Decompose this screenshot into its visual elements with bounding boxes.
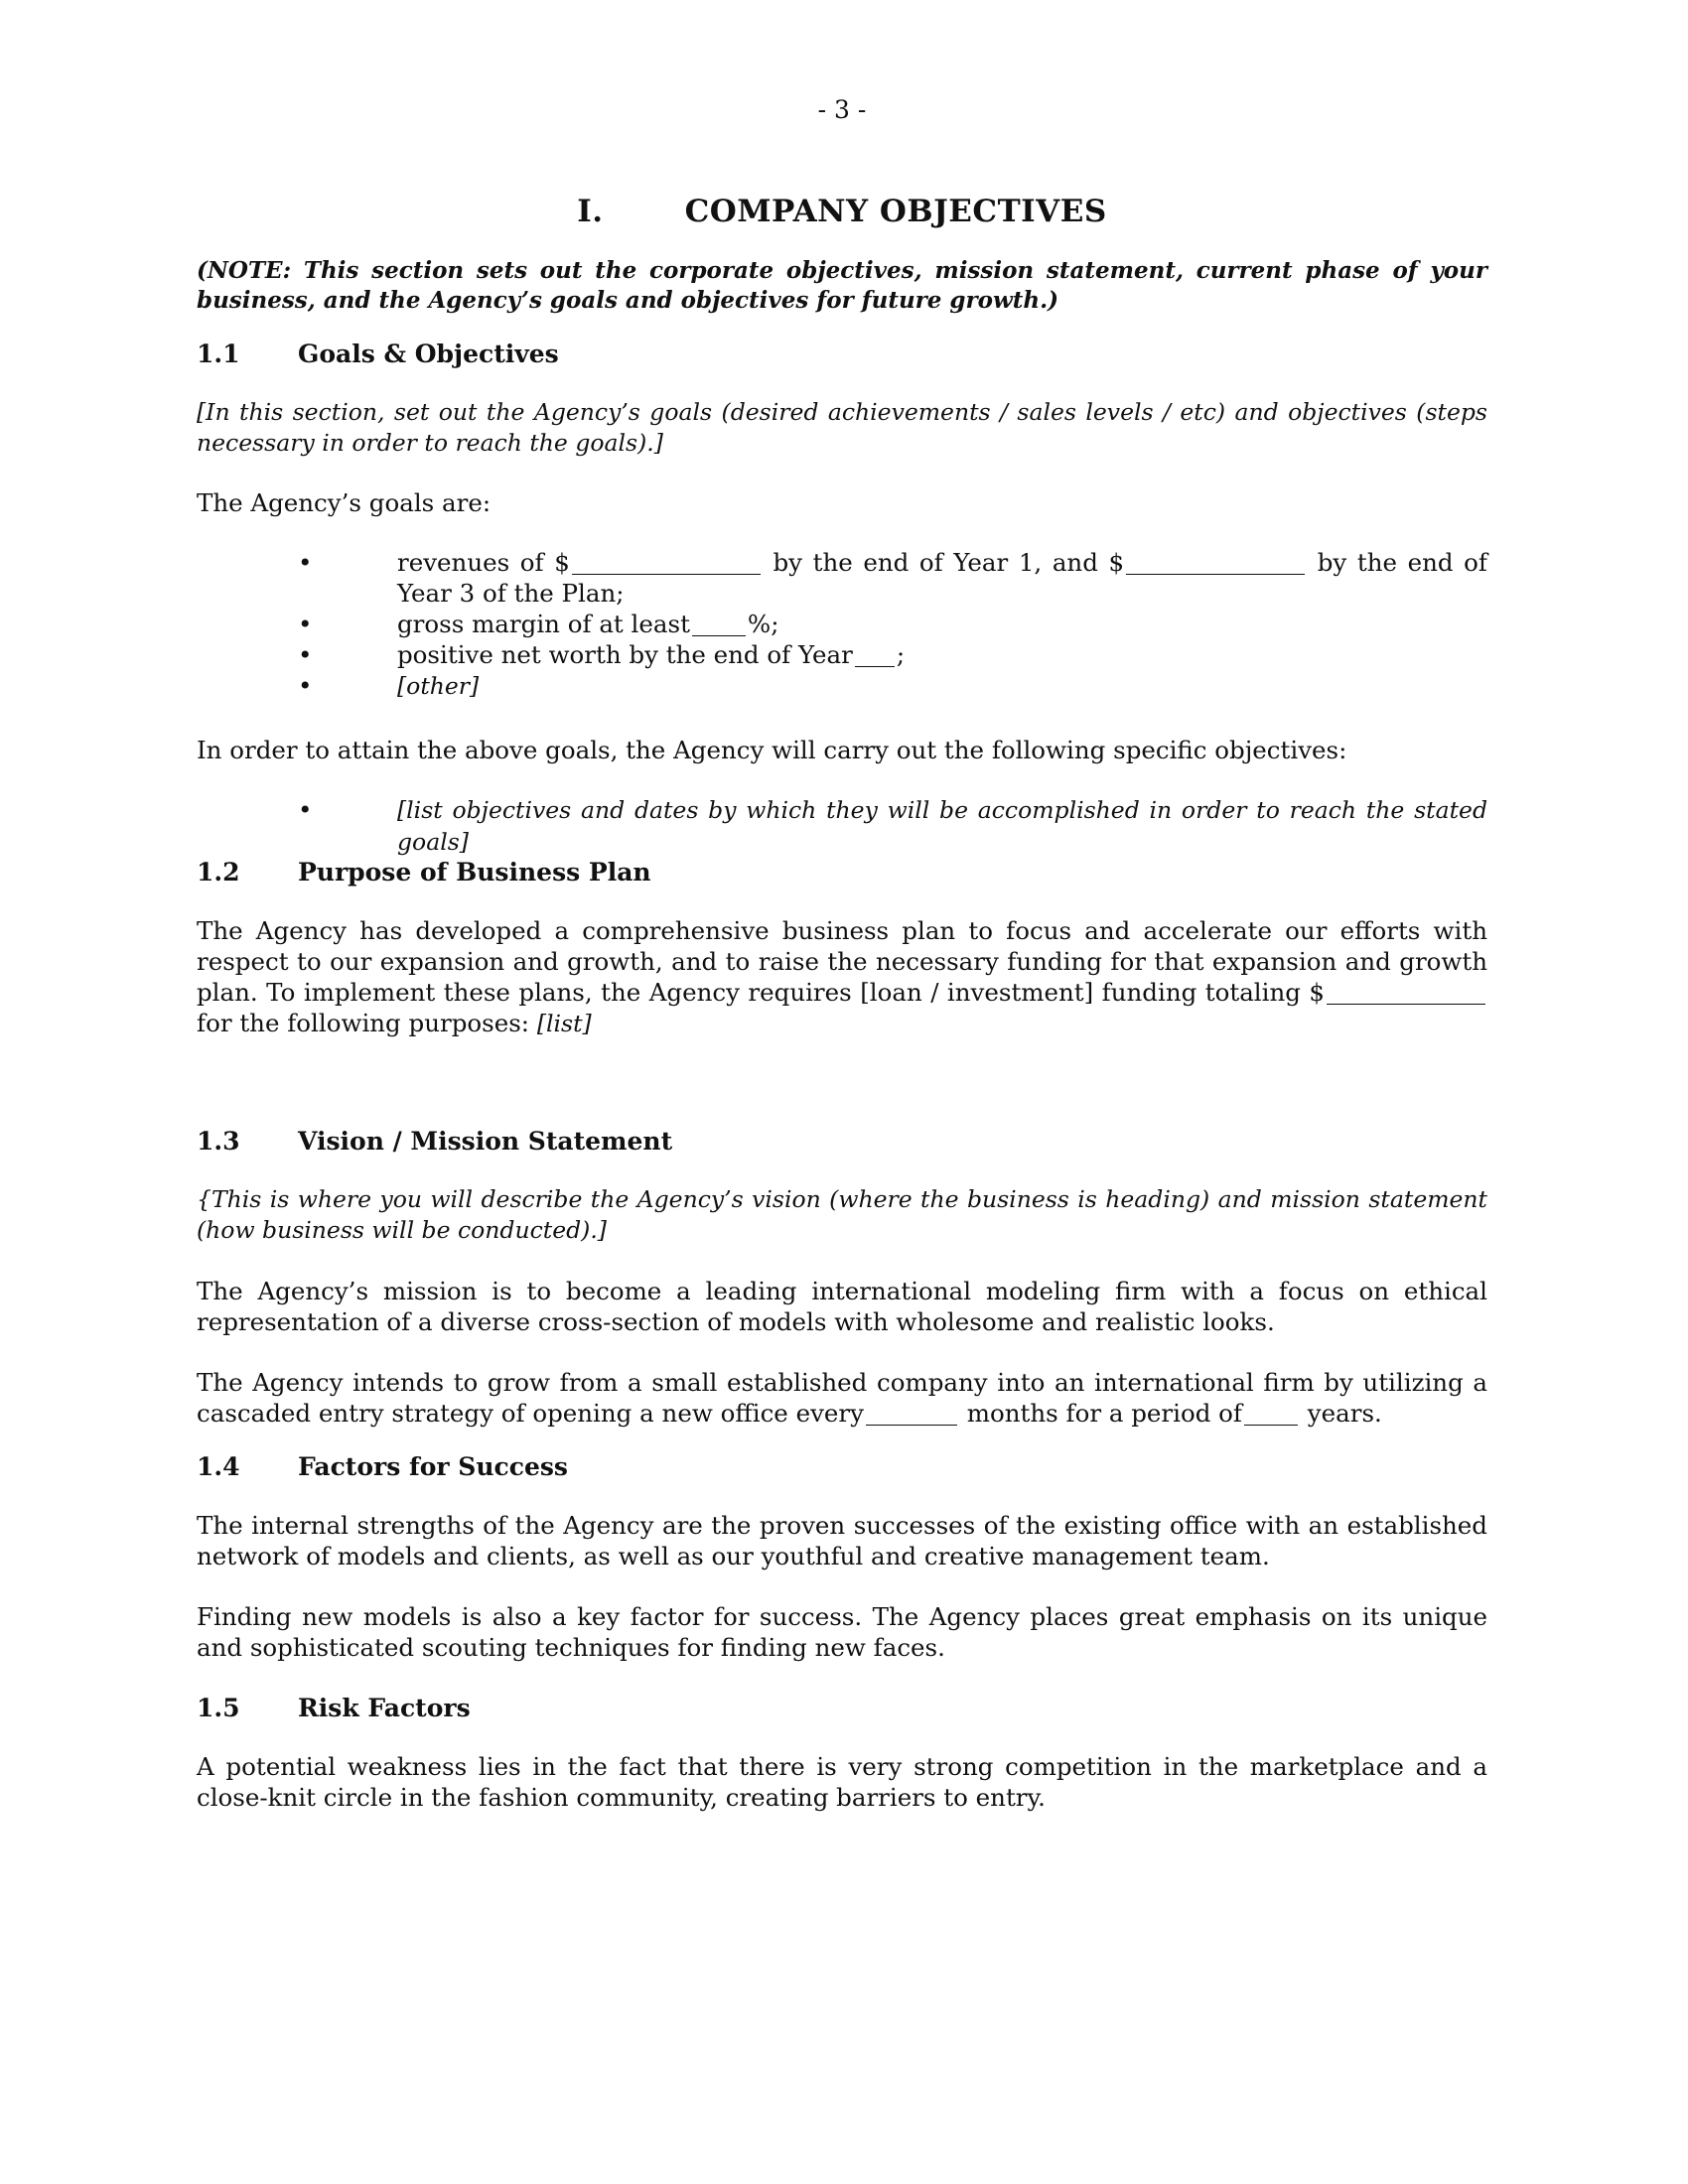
page-number: - 3 - <box>817 95 867 124</box>
section-number: 1.2 <box>197 858 240 887</box>
chapter-number: I. <box>577 194 604 229</box>
section-note: (NOTE: This section sets out the corporate objectives, mission statement, current phase of your business, and the Agency’s goals and objectives for future growth.) <box>197 257 1487 314</box>
section-title: Purpose of Business Plan <box>298 858 651 887</box>
section-heading-1-5 <box>197 1694 471 1722</box>
section-heading-1-3 <box>197 1127 672 1156</box>
section-title: Factors for Success <box>298 1452 569 1481</box>
blank-field[interactable] <box>1244 1401 1298 1427</box>
list-item: • [list objectives and dates by which they will be accomplished in order to reach the stated goals] <box>298 795 1487 856</box>
blank-field[interactable] <box>692 612 746 637</box>
blank-field[interactable] <box>1126 550 1305 576</box>
bullet: • <box>298 671 313 700</box>
bullet: • <box>298 610 313 638</box>
goals-list <box>298 547 1487 702</box>
goals-intro: The Agency’s goals are: <box>197 488 492 517</box>
vision-instruction: {This is where you will describe the Agency’s vision (where the business is heading) and mission statement (how business will be conducted).] <box>197 1185 1487 1244</box>
blank-field[interactable] <box>855 642 895 668</box>
bullet: • <box>298 548 313 577</box>
section-heading-1-4 <box>197 1452 568 1481</box>
section-title: Goals & Objectives <box>298 340 559 368</box>
blank-field[interactable] <box>866 1401 957 1427</box>
success-paragraph-2: Finding new models is also a key factor for success. The Agency places great emphasis on its unique and sophisticated scouting techniques for finding new faces. <box>197 1602 1487 1662</box>
objectives-list <box>298 794 1487 858</box>
risk-paragraph: A potential weakness lies in the fact that there is very strong competition in the marketplace and a close-knit circle in the fashion community, creating barriers to entry. <box>197 1752 1487 1812</box>
list-item: • revenues of $ by the end of Year 1, and $ by the end of Year 3 of the Plan; <box>298 548 1487 608</box>
mission-paragraph: The Agency’s mission is to become a leading international modeling firm with a focus on ethical representation of a diverse cross-section of models with wholesome and realistic looks. <box>197 1277 1487 1336</box>
section-heading-1-1 <box>197 340 559 368</box>
section-heading-1-2 <box>197 858 651 887</box>
list-item: • [other] <box>298 671 480 700</box>
section-number: 1.4 <box>197 1452 240 1481</box>
chapter-title: COMPANY OBJECTIVES <box>684 194 1107 229</box>
blank-field[interactable] <box>1327 980 1485 1006</box>
bullet: • <box>298 640 313 669</box>
goals-instruction: [In this section, set out the Agency’s goals (desired achievements / sales levels / etc) and objectives (steps necessary in order to reach the goals).] <box>197 398 1487 457</box>
section-number: 1.1 <box>197 340 240 368</box>
success-paragraph-1: The internal strengths of the Agency are the proven successes of the existing office with an established network of models and clients, as well as our youthful and creative management team. <box>197 1511 1487 1570</box>
objectives-intro: In order to attain the above goals, the Agency will carry out the following specific objectives: <box>197 736 1347 764</box>
bullet: • <box>298 795 313 824</box>
list-item: • positive net worth by the end of Year ; <box>298 640 906 669</box>
list-item: • gross margin of at least %; <box>298 610 779 638</box>
blank-field[interactable] <box>572 550 761 576</box>
purpose-paragraph: The Agency has developed a comprehensive business plan to focus and accelerate our efforts with respect to our expansion and growth, and to raise the necessary funding for that expansion and growth plan. To implement these plans, the Agency requires [loan / investment] funding totaling $ for the following purposes: [list] <box>197 916 1487 1037</box>
chapter-heading <box>197 194 1487 229</box>
growth-paragraph: The Agency intends to grow from a small established company into an international firm by utilizing a cascaded entry strategy of opening a new office every months for a period of years. <box>197 1368 1487 1428</box>
section-title: Risk Factors <box>298 1694 471 1722</box>
section-number: 1.5 <box>197 1694 240 1722</box>
section-number: 1.3 <box>197 1127 240 1156</box>
section-title: Vision / Mission Statement <box>298 1127 673 1156</box>
